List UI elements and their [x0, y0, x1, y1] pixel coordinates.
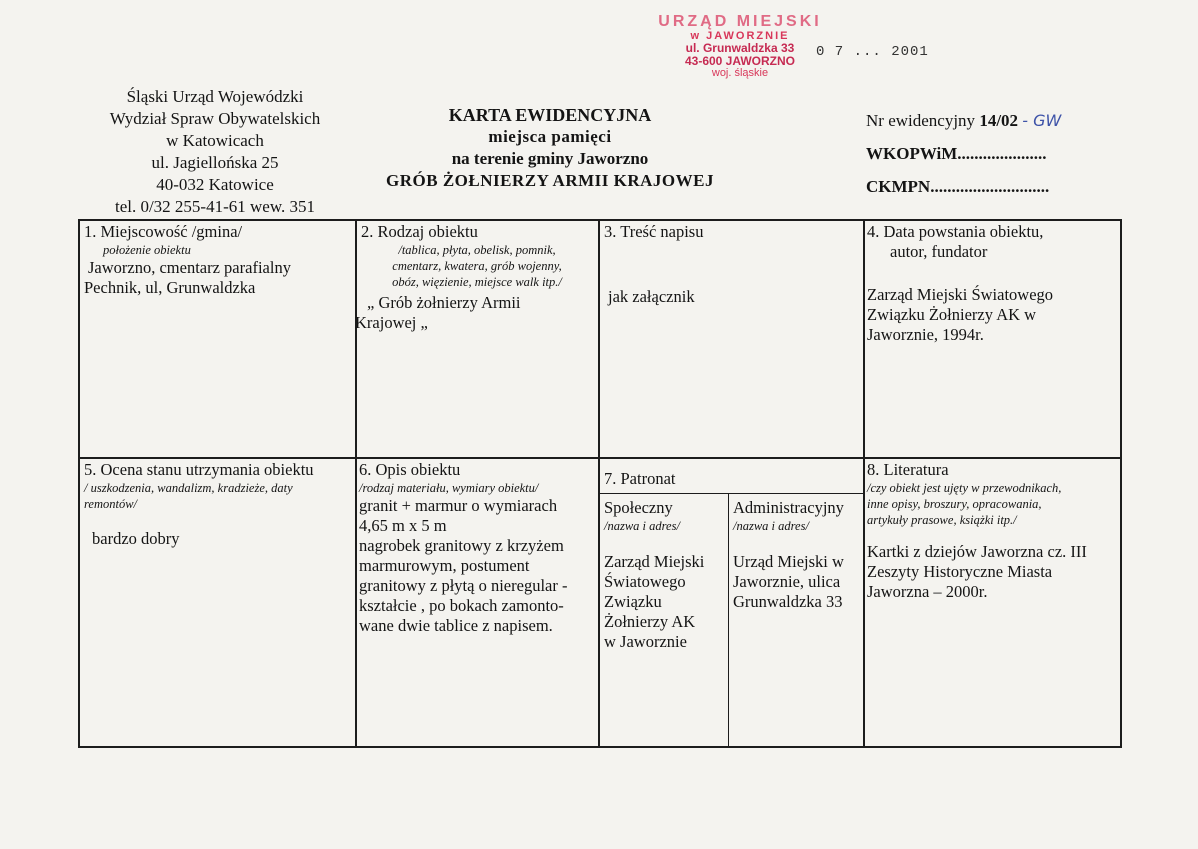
- cell-value: Zarząd Miejski Światowego: [867, 285, 1054, 304]
- cell-literature: [867, 460, 1117, 602]
- stamp-line-5: woj. śląskie: [711, 66, 769, 79]
- cell-header: 4. Data powstania obiektu,: [867, 222, 1044, 241]
- stamp-line-4: 43-600 JAWORZNO: [684, 53, 796, 68]
- patron-line: Żołnierzy AK: [604, 612, 696, 631]
- patron-line: Związku: [604, 592, 662, 611]
- table-col-divider: [355, 219, 357, 747]
- cell-subheader: obóz, więzienie, miejsce walk itp./: [392, 275, 562, 289]
- cell-header: 1. Miejscowość /gmina/: [84, 222, 243, 241]
- office-line: Wydział Spraw Obywatelskich: [109, 109, 321, 128]
- cell-header: Społeczny: [604, 498, 673, 517]
- patron-line: Grunwaldzka 33: [733, 592, 843, 611]
- stamp-date: 0 7 ... 2001: [816, 44, 929, 60]
- cell-subheader: /tablica, płyta, obelisk, pomnik,: [398, 243, 556, 257]
- patronat-divider: [598, 493, 863, 494]
- cell-value: Krajowej „: [355, 313, 428, 332]
- cell-description: [359, 460, 595, 636]
- stamp-line-2: w JAWORZNIE: [690, 29, 790, 42]
- table-border-left: [78, 219, 80, 747]
- cell-patronage-social: [604, 498, 726, 652]
- office-line: Śląski Urząd Wojewódzki: [126, 87, 304, 106]
- table-row-divider: [78, 457, 1122, 459]
- table-col-divider: [863, 219, 865, 747]
- table-border-right: [1120, 219, 1122, 747]
- cell-value: „ Grób żołnierzy Armii: [367, 293, 521, 312]
- cell-subheader: artykuły prasowe, książki itp./: [867, 513, 1017, 527]
- cell-value: Jaworzno, cmentarz parafialny: [88, 258, 291, 277]
- cell-value: Jaworzna – 2000r.: [867, 582, 988, 601]
- description-line: marmurowym, postument: [359, 556, 530, 575]
- cell-value: Związku Żołnierzy AK w: [867, 305, 1037, 324]
- registry-meta: [866, 104, 1146, 203]
- cell-subheader: / uszkodzenia, wandalizm, kradzieże, daty: [84, 481, 293, 495]
- cell-value: Kartki z dziejów Jaworzna cz. III: [867, 542, 1087, 561]
- cell-subheader: /czy obiekt jest ujęty w przewodnikach,: [867, 481, 1062, 495]
- cell-value: Pechnik, ul, Grunwaldzka: [84, 278, 256, 297]
- document-title: [340, 104, 760, 192]
- description-line: nagrobek granitowy z krzyżem: [359, 536, 564, 555]
- cell-header: 8. Literatura: [867, 460, 949, 479]
- patron-line: Światowego: [604, 572, 686, 591]
- handwritten-note: - GW: [1022, 111, 1062, 130]
- cell-patronage: [604, 469, 724, 489]
- cell-subheader: /nazwa i adres/: [604, 519, 680, 533]
- record-table: [78, 219, 1122, 747]
- cell-subheader: /nazwa i adres/: [733, 519, 809, 533]
- patron-line: Jaworznie, ulica: [733, 572, 841, 591]
- cell-header: 6. Opis obiektu: [359, 460, 461, 479]
- patronat-col-divider: [728, 493, 729, 747]
- office-line: ul. Jagiellońska 25: [151, 153, 279, 172]
- stamp-line-3: ul. Grunwaldzka 33: [685, 41, 795, 56]
- description-line: granit + marmur o wymiarach: [359, 496, 558, 515]
- ckmpn-field: CKMPN............................: [866, 177, 1050, 196]
- patron-line: Zarząd Miejski: [604, 552, 705, 571]
- cell-object-type: [355, 222, 595, 333]
- description-line: wane dwie tablice z napisem.: [359, 616, 553, 635]
- description-line: kształcie , po bokach zamonto-: [359, 596, 564, 615]
- cell-value: jak załącznik: [608, 287, 695, 306]
- cell-location: [84, 222, 350, 298]
- registry-number: [866, 104, 1146, 137]
- title-line-2: miejsca pamięci: [488, 127, 612, 146]
- cell-header: 7. Patronat: [604, 469, 676, 488]
- cell-condition: [84, 460, 352, 549]
- title-line-3: na terenie gminy Jaworzno: [451, 149, 649, 168]
- cell-header: autor, fundator: [890, 242, 988, 261]
- description-line: granitowy z płytą o nieregular -: [359, 576, 568, 595]
- cell-header: Administracyjny: [733, 498, 844, 517]
- office-address: [90, 86, 340, 218]
- cell-subheader: /rodzaj materiału, wymiary obiektu/: [359, 481, 539, 495]
- cell-subheader: inne opisy, broszury, opracowania,: [867, 497, 1042, 511]
- wkopwim-field: WKOPWiM.....................: [866, 144, 1047, 163]
- cell-inscription: [604, 222, 859, 307]
- cell-value: bardzo dobry: [92, 529, 180, 548]
- cell-header: 3. Treść napisu: [604, 222, 704, 241]
- patron-line: w Jaworznie: [604, 632, 687, 651]
- office-line: 40-032 Katowice: [156, 175, 274, 194]
- cell-value: Jaworznie, 1994r.: [867, 325, 984, 344]
- description-line: 4,65 m x 5 m: [359, 516, 447, 535]
- cell-header: 2. Rodzaj obiektu: [361, 222, 478, 241]
- registry-number-value: 14/02: [979, 111, 1019, 130]
- patron-line: Urząd Miejski w: [733, 552, 844, 571]
- office-line: tel. 0/32 255-41-61 wew. 351: [114, 197, 316, 216]
- cell-creation-date: [867, 222, 1117, 345]
- table-border-top: [78, 219, 1122, 221]
- municipal-stamp: [640, 14, 840, 79]
- title-line-4: GRÓB ŻOŁNIERZY ARMII KRAJOWEJ: [386, 171, 714, 190]
- office-line: w Katowicach: [166, 131, 264, 150]
- title-line-1: KARTA EWIDENCYJNA: [448, 105, 652, 125]
- cell-subheader: położenie obiektu: [103, 243, 191, 257]
- registry-number-label: Nr ewidencyjny: [866, 111, 976, 130]
- cell-header: 5. Ocena stanu utrzymania obiektu: [84, 460, 314, 479]
- stamp-line-1: URZĄD MIEJSKI: [658, 13, 822, 30]
- cell-subheader: remontów/: [84, 497, 138, 511]
- table-col-divider: [598, 219, 600, 747]
- table-border-bottom: [78, 746, 1122, 748]
- cell-value: Zeszyty Historyczne Miasta: [867, 562, 1053, 581]
- cell-patronage-admin: [733, 498, 861, 612]
- cell-subheader: cmentarz, kwatera, grób wojenny,: [392, 259, 562, 273]
